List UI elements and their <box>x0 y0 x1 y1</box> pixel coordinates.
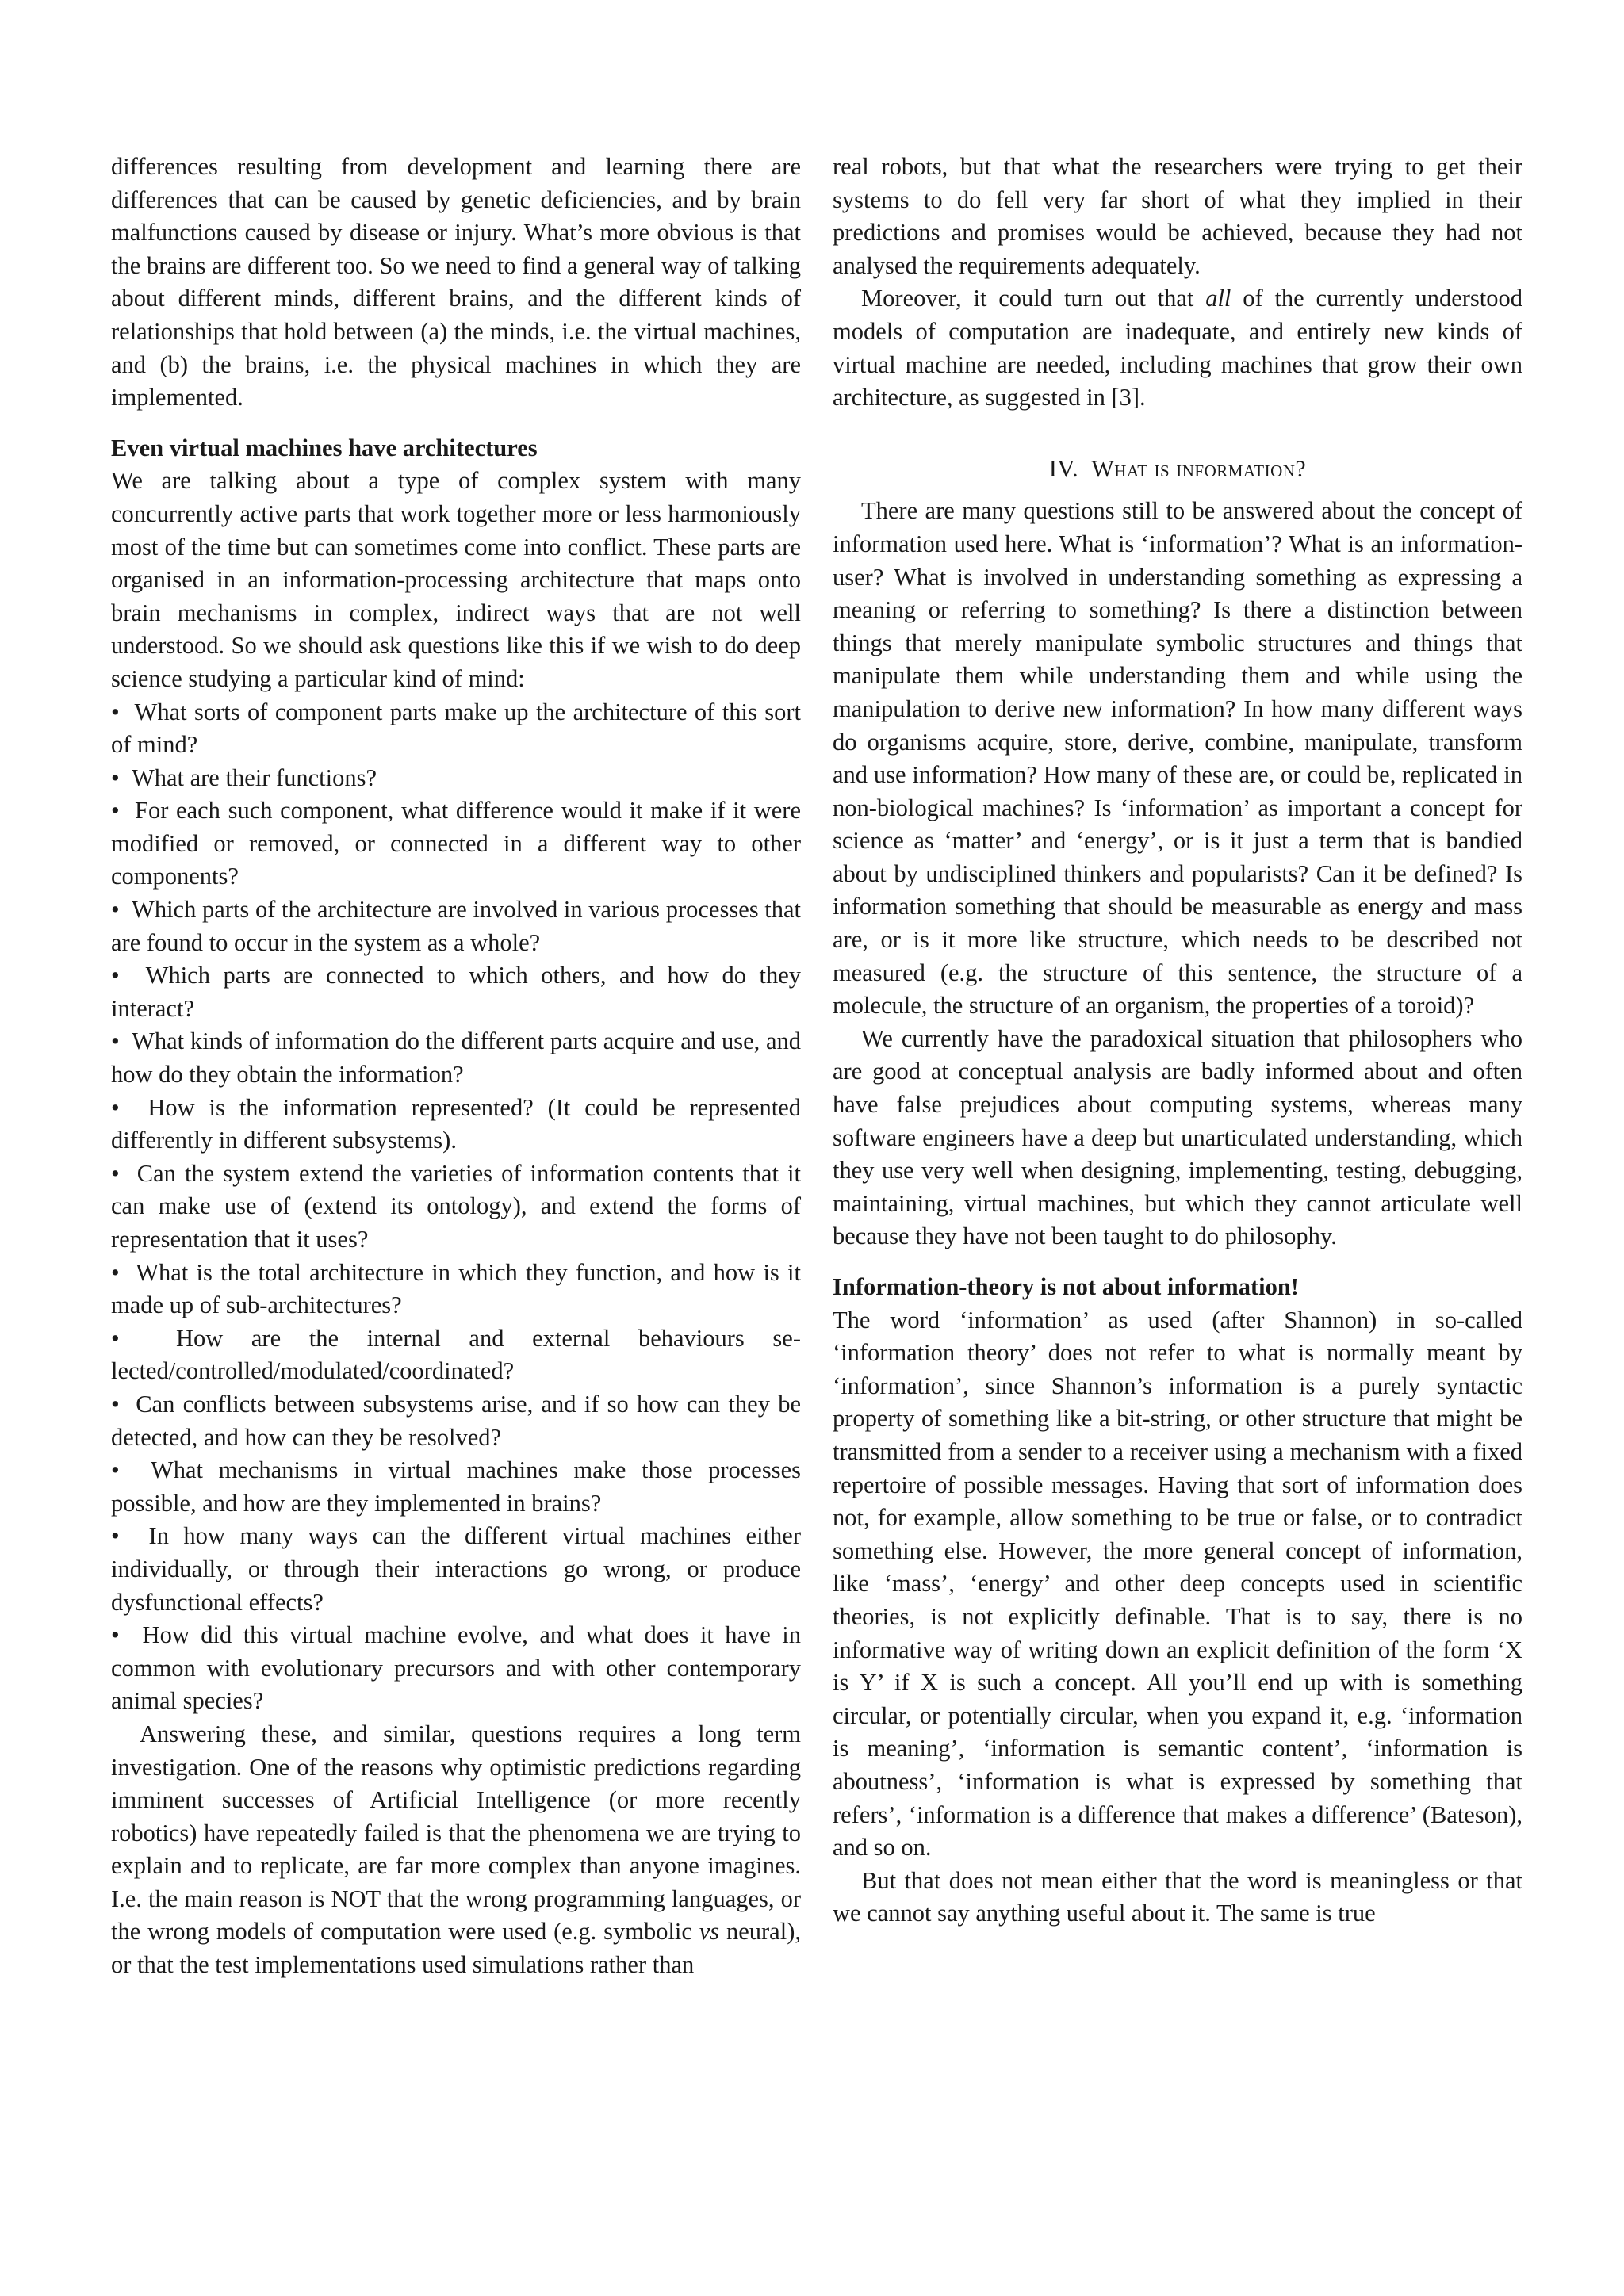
section-number: IV. <box>1048 454 1079 482</box>
moreover-paragraph <box>833 282 1522 414</box>
left-column <box>111 151 801 1982</box>
closing-paragraph: But that does not mean either that the word is meaningless or that we cannot say anything useful about it. The same is true <box>833 1866 1522 1927</box>
list-item: • How is the information represented? (It could be represented differently in different subsystems). <box>111 1092 801 1158</box>
list-item: • Can conflicts between subsystems arise, and if so how can they be detected, and how can they be resolved? <box>111 1388 801 1454</box>
list-item: • Can the system extend the varieties of information contents that it can make use of (extend its ontology), and extend the forms of representation that it uses? <box>111 1158 801 1257</box>
list-item: • What mechanisms in virtual machines make those processes possible, and how are they implemented in brains? <box>111 1454 801 1520</box>
section-title-text: What is information? <box>1091 455 1307 482</box>
section-title <box>833 453 1522 486</box>
list-item: • What is the total architecture in which they function, and how is it made up of sub-architectures? <box>111 1257 801 1322</box>
answering-emphasis-vs: vs <box>699 1918 720 1946</box>
right-column <box>833 151 1522 1931</box>
list-item: • For each such component, what difference would it make if it were modified or removed, or connected in a different way to other components? <box>111 794 801 894</box>
shannon-paragraph: The word ‘information’ as used (after Shannon) in so-called ‘information theory’ does not refer to what is normally meant by ‘information’, since Shannon’s information is a purely syntactic property of something like a bit-string, or other structure that might be transmitted from a sender to a receiver using a mechanism with a fixed repertoire of possible messages. Having that sort of information does not, for example, allow something to be true or false, or to contradict something else. However, the more general concept of information, like ‘mass’, ‘energy’ and other deep concepts used in scientific theories, is not explicitly definable. That is to say, there is no informative way of writing down an explicit definition of the form ‘X is Y’ if X is such a concept. All you’ll end up with is something circular, or potentially circular, when you expand it, e.g. ‘information is meaning’, ‘information is semantic content’, ‘information is aboutness’, ‘information is what is expressed by something that refers’, ‘information is a difference that makes a difference’ (Bateson), and so on. <box>833 1306 1522 1862</box>
section-heading-information-theory: Information-theory is not about information! <box>833 1273 1299 1300</box>
answering-paragraph <box>111 1718 801 1982</box>
section-heading-virtual-machines: Even virtual machines have architectures <box>111 434 538 461</box>
list-item: • How are the internal and external behaviours selected/controlled/modulated/coordinated? <box>111 1322 801 1388</box>
list-item: • What kinds of information do the different parts acquire and use, and how do they obtain the information? <box>111 1025 801 1091</box>
moreover-text-part-1: Moreover, it could turn out that <box>861 285 1206 312</box>
intro-paragraph: differences resulting from development and learning there are differences that can be caused by genetic deficiencies, and by brain malfunctions caused by disease or injury. What’s more obvious is that the brains are different too. So we need to find a general way of talking about different minds, different brains, and the different kinds of relationships that hold between (a) the minds, i.e. the virtual machines, and (b) the brains, i.e. the physical machines in which they are implemented. <box>111 153 801 411</box>
architecture-paragraph: We are talking about a type of complex system with many concurrently active parts that work together more or less harmoniously most of the time but can sometimes come into conflict. These parts are organised in an information-processing architecture that maps onto brain mechanisms in complex, indirect ways that are not well understood. So we should ask questions like this if we wish to do deep science studying a particular kind of mind: <box>111 467 801 692</box>
answering-text-part-1: Answering these, and similar, questions requires a long term investigation. One of the reasons why optimistic predictions regarding imminent successes of Artificial Intelligence (or more recently robotics) have repeatedly failed is that the phenomena we are trying to explain and to replicate, are far more complex than anyone imagines. I.e. the main reason is NOT that the wrong programming languages, or the wrong models of computation were used (e.g. symbolic <box>111 1720 801 1946</box>
list-item: • Which parts are connected to which others, and how do they interact? <box>111 959 801 1025</box>
list-item: • In how many ways can the different virtual machines either individually, or through their interactions go wrong, or produce dysfunctional effects? <box>111 1520 801 1619</box>
list-item: • Which parts of the architecture are involved in various processes that are found to occur in the system as a whole? <box>111 894 801 959</box>
list-item: • What sorts of component parts make up the architecture of this sort of mind? <box>111 696 801 762</box>
moreover-emphasis-all: all <box>1205 285 1231 312</box>
list-item: • What are their functions? <box>111 762 801 795</box>
list-item: • How did this virtual machine evolve, and what does it have in common with evolutionary precursors and with other contemporary animal species? <box>111 1619 801 1718</box>
moreover-text-part-2: of the currently understood models of computation are inadequate, and entirely new kinds of virtual machine are needed, including machines that grow their own architecture, as suggested in [3]. <box>833 285 1522 411</box>
questions-paragraph: There are many questions still to be answered about the concept of information used here. What is ‘information’? What is an information-user? What is involved in understanding something as expressing a meaning or referring to something? Is there a distinction between things that merely manipulate symbolic structures and things that manipulate them while understanding them and while using the manipulation to derive new information? In how many different ways do organisms acquire, store, derive, combine, manipulate, transform and use information? How many of these are, or could be, replicated in non-biological machines? Is ‘information’ as important a concept for science as ‘matter’ and ‘energy’, or is it just a term that is bandied about by undisciplined thinkers and popularists? Can it be defined? Is information something that should be measurable as energy and mass are, or is it more like structure, which needs to be described not measured (e.g. the structure of this sentence, the structure of a molecule, the structure of an organism, the properties of a toroid)? <box>833 497 1522 1020</box>
continued-paragraph: real robots, but that what the researchers were trying to get their systems to do fell very far short of what they implied in their predictions and promises would be achieved, because they had not analysed the requirements adequately. <box>833 153 1522 279</box>
answering-text-part-2: neural), or that the test implementations used simulations rather than <box>111 1918 801 1979</box>
paradox-paragraph: We currently have the paradoxical situation that philosophers who are good at conceptual analysis are badly informed about and often have false prejudices about computing systems, whereas many software engineers have a deep but unarticulated understanding, which they use very well when designing, implementing, testing, debugging, maintaining, virtual machines, but which they cannot articulate well because they have not been taught to do philosophy. <box>833 1024 1522 1250</box>
